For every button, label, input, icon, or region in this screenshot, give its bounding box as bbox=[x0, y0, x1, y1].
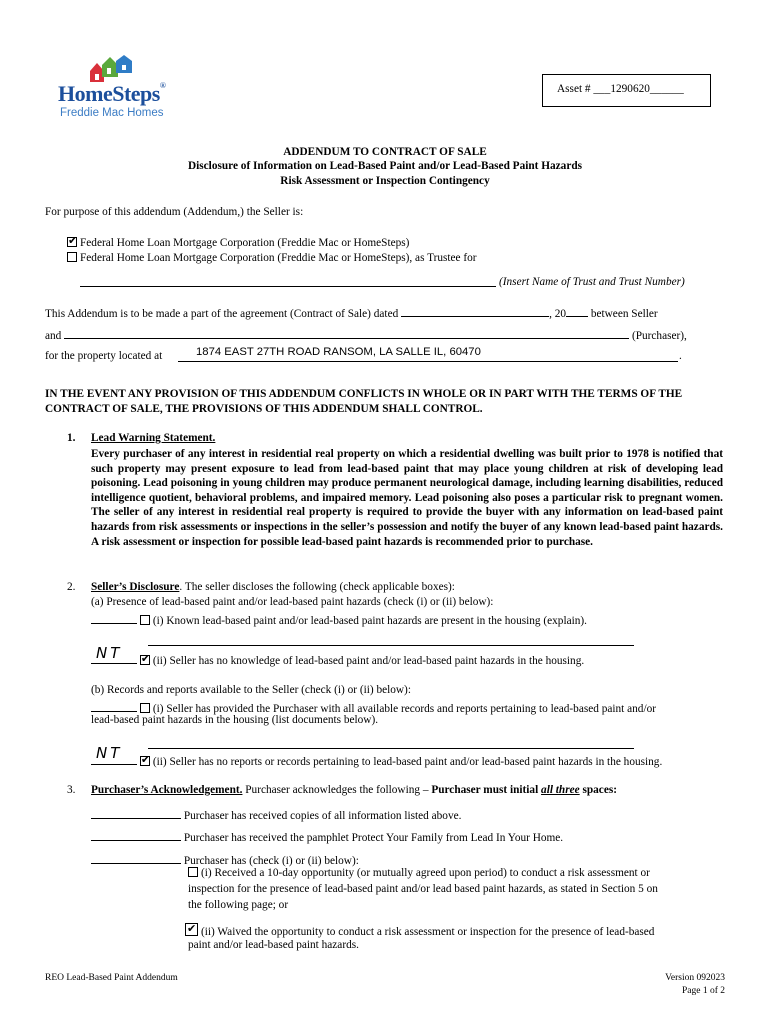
section-2a-ii-checkbox[interactable] bbox=[140, 652, 151, 665]
seller-option-1 bbox=[67, 234, 410, 249]
section-2-title: Seller’s Disclosure bbox=[91, 581, 180, 593]
page-title: ADDENDUM TO CONTRACT OF SALE bbox=[283, 146, 487, 158]
section-3-item-1: Purchaser has received copies of all information listed above. bbox=[91, 807, 461, 822]
purchaser-name-field[interactable] bbox=[64, 327, 629, 339]
seller-option-2 bbox=[67, 252, 477, 264]
section-1-body: Every purchaser of any interest in residential real property on which a residential dwelling was built prior to 1978 is notified that such property may present exposure to lead from lead-based paint that may place young children at risk of developing lead poisoning. Lead poisoning in young children may produce permanent neurological damage, including learning disabilities, reduced intelligence quotient, behavioral problems, and impaired memory. Lead poisoning also poses a particular risk to pregnant women. The seller of any interest in residential real property is required to provide the buyer with any information on lead-based paint hazards from risk assessments or inspections in the seller’s possession and notify the buyer of any known lead-based paint hazards. A risk assessment or inspection for possible lead-based paint hazards is recommended prior to purchase. bbox=[91, 448, 723, 548]
section-3-option-ii-checkbox[interactable] bbox=[185, 923, 198, 936]
footer-page-number: Page 1 of 2 bbox=[681, 986, 725, 996]
section-2a-label: (a) Presence of lead-based paint and/or lead-based paint hazards (check (i) or (ii) below): bbox=[91, 596, 494, 608]
section-2b-i-line2: lead-based paint hazards in the housing (list documents below). bbox=[91, 714, 379, 726]
section-3-item-1-initials-field[interactable] bbox=[91, 807, 181, 819]
property-address-field[interactable] bbox=[178, 361, 678, 362]
footer-left: REO Lead-Based Paint Addendum bbox=[45, 973, 178, 983]
section-2a-i-checkbox[interactable] bbox=[140, 615, 150, 625]
section-2a-i-initials-field[interactable] bbox=[91, 612, 137, 624]
section-2a-ii-row: ✔ (ii) Seller has no knowledge of lead-based paint and/or lead-based paint hazards in the housing. bbox=[91, 652, 584, 667]
contract-date-field[interactable] bbox=[401, 305, 549, 317]
trust-name-field[interactable] bbox=[80, 286, 496, 287]
seller-option-1-checkbox[interactable] bbox=[67, 234, 78, 247]
section-2b-i-initials-field[interactable] bbox=[91, 700, 137, 712]
section-2-number: 2. bbox=[67, 581, 76, 593]
asset-number: ___1290620______ bbox=[593, 83, 684, 95]
section-2b-documents-field[interactable] bbox=[148, 748, 634, 749]
homesteps-logo bbox=[58, 55, 178, 123]
contract-line-3: for the property located at bbox=[45, 350, 163, 362]
checkmark-icon: ✔ bbox=[140, 753, 151, 766]
section-2b-ii-checkbox[interactable] bbox=[140, 753, 151, 766]
contract-line-2: and (Purchaser), bbox=[45, 327, 687, 342]
trust-note: (Insert Name of Trust and Trust Number) bbox=[499, 276, 685, 288]
section-2b-ii-initials: NT bbox=[96, 744, 123, 762]
section-2-heading: Seller’s Disclosure. The seller discloses the following (check applicable boxes): bbox=[91, 581, 455, 593]
houses-icon bbox=[88, 55, 136, 83]
seller-option-2-checkbox[interactable] bbox=[67, 252, 77, 262]
section-2a-i-row: (i) Known lead-based paint and/or lead-based paint hazards are present in the housing (explain). bbox=[91, 612, 587, 627]
checkmark-icon: ✔ bbox=[68, 234, 78, 247]
section-3-heading: Purchaser’s Acknowledgement. Purchaser acknowledges the following – Purchaser must initial all three spaces: bbox=[91, 784, 617, 796]
section-3-item-2: Purchaser has received the pamphlet Protect Your Family from Lead In Your Home. bbox=[91, 829, 563, 844]
page-subtitle: Disclosure of Information on Lead-Based Paint and/or Lead-Based Paint Hazards bbox=[187, 160, 583, 172]
section-2b-i-row: (i) Seller has provided the Purchaser with all available records and reports pertaining to lead-based paint and/or bbox=[91, 700, 656, 715]
footer-version: Version 092023 bbox=[665, 973, 725, 983]
section-1-title: Lead Warning Statement. bbox=[91, 432, 216, 444]
purpose-text: For purpose of this addendum (Addendum,) the Seller is: bbox=[45, 206, 304, 218]
section-3-item-3-initials-field[interactable] bbox=[91, 852, 181, 864]
seller-option-2-label: Federal Home Loan Mortgage Corporation (Freddie Mac or HomeSteps), as Trustee for bbox=[80, 252, 477, 264]
asset-label: Asset # bbox=[557, 83, 594, 95]
brand-subtitle: Freddie Mac Homes bbox=[60, 107, 164, 119]
section-3-item-3: Purchaser has (check (i) or (ii) below): bbox=[91, 852, 359, 867]
section-2b-ii-row: ✔ (ii) Seller has no reports or records pertaining to lead-based paint and/or lead-based paint hazards in the housing. bbox=[91, 753, 662, 768]
contract-year-field[interactable] bbox=[566, 305, 588, 317]
page-subtitle-2: Risk Assessment or Inspection Contingency bbox=[280, 175, 490, 187]
contract-line-1: This Addendum is to be made a part of the agreement (Contract of Sale) dated , 20 between Seller bbox=[45, 305, 658, 320]
asset-box bbox=[542, 74, 711, 107]
checkmark-icon: ✔ bbox=[187, 922, 197, 935]
section-3-option-i-checkbox[interactable] bbox=[188, 867, 198, 877]
control-statement: IN THE EVENT ANY PROVISION OF THIS ADDENDUM CONFLICTS IN WHOLE OR IN PART WITH THE TERMS OF THE CONTRACT OF SALE, THE PROVISIONS OF THIS ADDENDUM SHALL CONTROL. bbox=[45, 388, 683, 415]
section-3-option-i: (i) Received a 10-day opportunity (or mutually agreed upon period) to conduct a risk assessment or bbox=[188, 867, 650, 879]
seller-option-1-label: Federal Home Loan Mortgage Corporation (Freddie Mac or HomeSteps) bbox=[80, 237, 410, 249]
checkmark-icon: ✔ bbox=[140, 652, 151, 665]
section-2b-i-checkbox[interactable] bbox=[140, 703, 150, 713]
brand-name: HomeSteps® bbox=[58, 81, 166, 106]
section-1-number: 1. bbox=[67, 432, 76, 444]
registered-mark: ® bbox=[159, 81, 166, 90]
section-3-title: Purchaser’s Acknowledgement. bbox=[91, 784, 243, 796]
property-address: 1874 EAST 27TH ROAD RANSOM, LA SALLE IL, 60470 bbox=[196, 346, 481, 358]
section-3-option-ii: ✔ (ii) Waived the opportunity to conduct a risk assessment or inspection for the presence of lead-based bbox=[187, 922, 655, 938]
section-2b-label: (b) Records and reports available to the Seller (check (i) or (ii) below): bbox=[91, 684, 411, 696]
section-2a-ii-initials: NT bbox=[96, 644, 123, 662]
section-3-item-2-initials-field[interactable] bbox=[91, 829, 181, 841]
section-2a-explain-field[interactable] bbox=[148, 645, 634, 646]
section-3-number: 3. bbox=[67, 784, 76, 796]
